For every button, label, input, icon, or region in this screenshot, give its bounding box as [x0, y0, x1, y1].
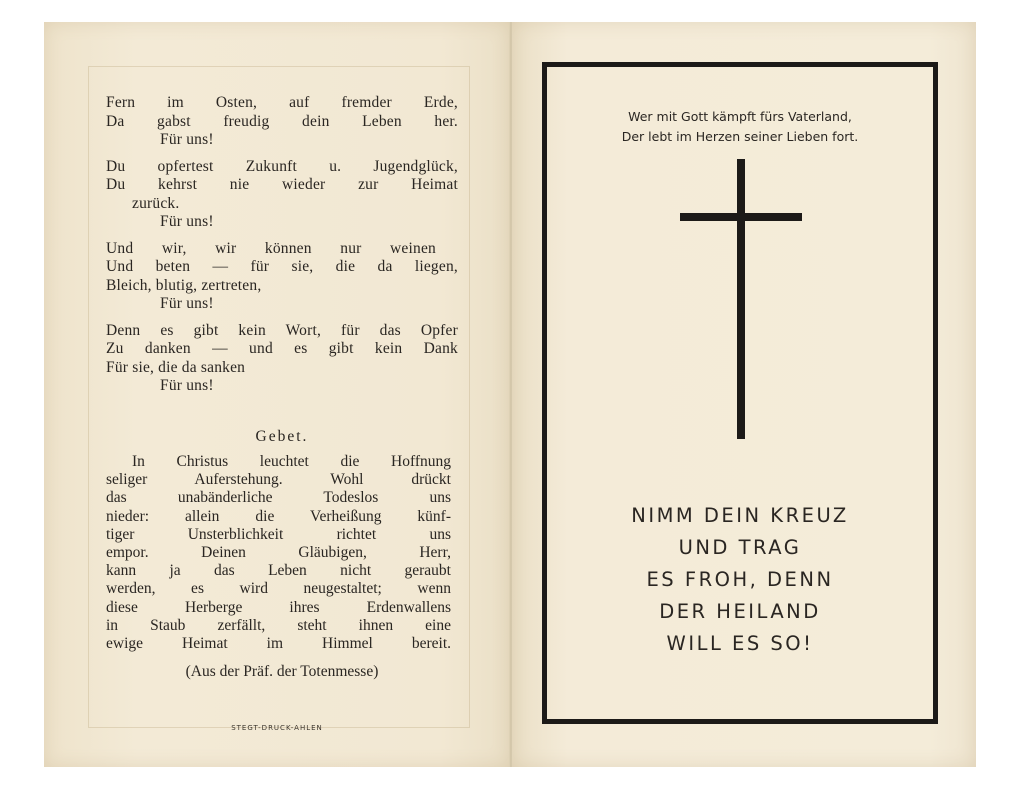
prayer-source: (Aus der Präf. der Totenmesse)	[185, 663, 379, 680]
prayer-text	[106, 453, 451, 653]
poem-line: Fern im Osten, auf fremder Erde,	[106, 94, 458, 111]
verse-line: NIMM DEIN KREUZ	[631, 504, 849, 527]
poem-refrain: Für uns!	[160, 377, 214, 394]
prayer-line: das unabänderliche Todeslos uns	[106, 489, 451, 507]
poem-line: Und beten — für sie, die da liegen,	[106, 258, 458, 275]
poem-stanza-3	[106, 240, 458, 314]
prayer-line: empor. Deinen Gläubigen, Herr,	[106, 544, 451, 562]
poem-refrain: Für uns!	[160, 131, 214, 148]
prayer-line: ewige Heimat im Himmel bereit.	[106, 635, 451, 653]
verse-line: ES FROH, DENN	[646, 568, 834, 591]
poem-line: Und wir, wir können nur weinen	[106, 239, 436, 257]
prayer-line: tiger Unsterblichkeit richtet uns	[106, 525, 451, 543]
poem-refrain: Für uns!	[160, 213, 214, 230]
verse-line: WILL ES SO!	[666, 632, 814, 655]
poem-refrain: Für uns!	[160, 295, 214, 312]
memorial-card	[44, 22, 976, 767]
left-page	[44, 22, 510, 767]
poem-line: Da gabst freudig dein Leben her.	[106, 112, 458, 130]
poem-line: Zu danken — und es gibt kein Dank	[106, 340, 458, 357]
motto-line: Wer mit Gott kämpft fürs Vaterland,	[628, 109, 852, 124]
prayer-line: diese Herberge ihres Erdenwallens	[106, 598, 451, 616]
poem-line: Du opfertest Zukunft u. Jugendglück,	[106, 157, 458, 175]
prayer-line: In Christus leuchtet die Hoffnung	[132, 453, 451, 470]
cross-vertical-beam	[737, 159, 745, 439]
prayer-line: werden, es wird neugestaltet; wenn	[106, 580, 451, 598]
poem-line: Denn es gibt kein Wort, für das Opfer	[106, 321, 458, 339]
motto-line: Der lebt im Herzen seiner Lieben fort.	[621, 129, 859, 144]
poem-line: Bleich, blutig, zertreten,	[106, 276, 262, 294]
poem-stanza-1	[106, 94, 458, 150]
poem-stanza-4	[106, 322, 458, 396]
prayer-title: Gebet.	[255, 428, 309, 445]
poem	[106, 94, 458, 404]
verse	[547, 500, 933, 660]
mourning-border	[542, 62, 938, 724]
prayer-line: nieder: allein die Verheißung künf-	[106, 507, 451, 525]
cross-horizontal-beam	[680, 213, 802, 221]
prayer-line: kann ja das Leben nicht geraubt	[106, 562, 451, 580]
verse-line: UND TRAG	[678, 536, 802, 559]
poem-line: Für sie, die da sanken	[106, 358, 246, 376]
prayer-line: seliger Auferstehung. Wohl drückt	[106, 471, 451, 489]
printer-imprint: STEGT-DRUCK-AHLEN	[231, 724, 323, 732]
verse-line: DER HEILAND	[659, 600, 821, 623]
poem-stanza-2	[106, 158, 458, 232]
poem-line-continuation: zurück.	[132, 194, 180, 212]
poem-line: Du kehrst nie wieder zur Heimat	[106, 176, 458, 193]
motto	[547, 107, 933, 147]
prayer-line: in Staub zerfällt, steht ihnen eine	[106, 616, 451, 634]
